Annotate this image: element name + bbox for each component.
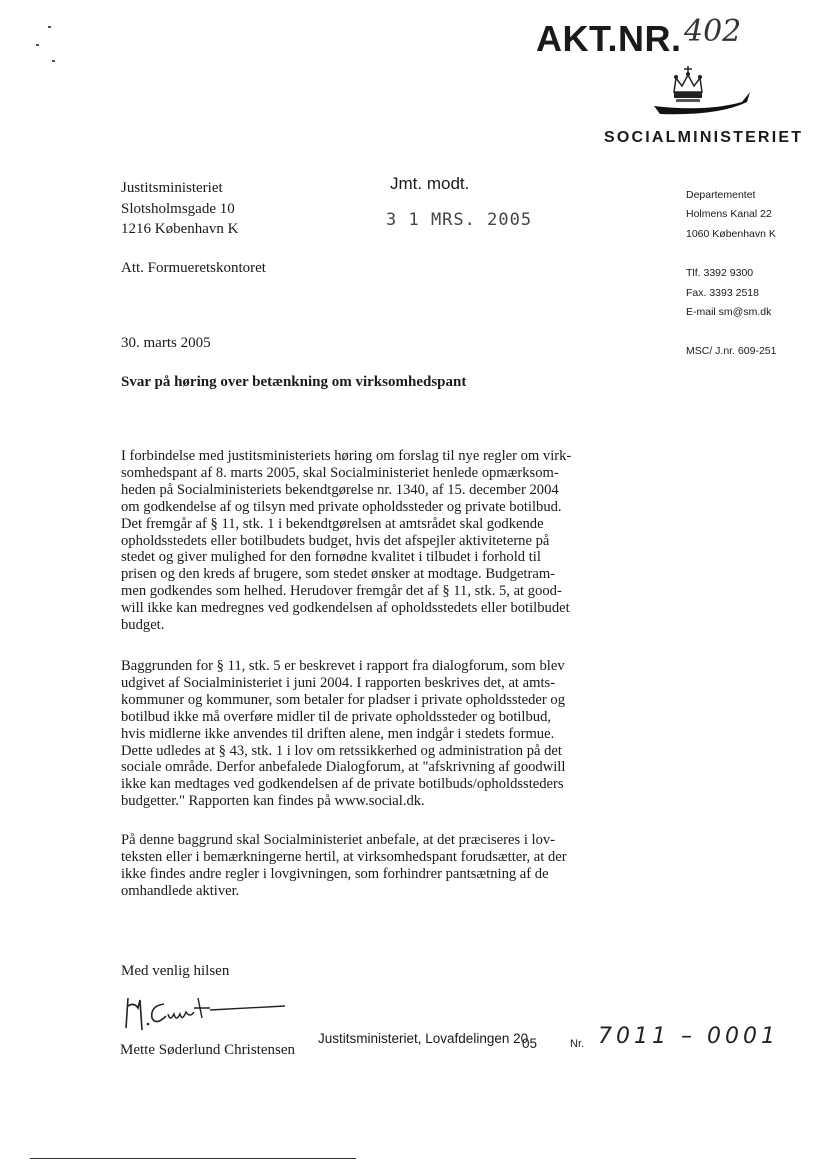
body-line: opholdsstedets eller botilbudets budget, hvis det afspejler aktiviteterne på <box>121 532 550 549</box>
body-paragraph-3 <box>121 832 601 900</box>
akt-number-handwritten: 402 <box>684 14 742 49</box>
bottom-divider <box>30 1158 356 1159</box>
scan-speck <box>36 44 39 46</box>
body-line: budget. <box>121 617 165 634</box>
recipient-attention: Att. Formueretskontoret <box>121 260 266 276</box>
body-line: botilbud ikke må overføre midler til de private opholdssteder og botilbud, <box>121 708 552 725</box>
sender-department: Departementet <box>686 189 756 201</box>
body-line: omhandlede aktiver. <box>121 882 240 899</box>
body-line: teksten eller i bemærkningerne hertil, at virksomhedspant forudsætter, at der <box>121 848 567 865</box>
signer-name: Mette Søderlund Christensen <box>120 1042 295 1058</box>
body-line: sociale område. Derfor anbefalede Dialogforum, at "afskrivning af goodwill <box>121 759 566 776</box>
body-line: ikke findes andre regler i lovgivningen, som forhindrer pantsætning af de <box>121 865 549 882</box>
journal-stamp-nr-label: Nr. <box>570 1038 585 1050</box>
body-line: prisen og den kreds af brugere, som stedet ønsker at modtage. Budgetram- <box>121 566 556 583</box>
body-line: heden på Socialministeriets bekendtgørelse nr. 1340, af 15. december 2004 <box>121 481 559 498</box>
body-paragraph-1 <box>121 448 601 634</box>
body-line: På denne baggrund skal Socialministeriet anbefale, at det præciseres i lov- <box>121 832 556 848</box>
body-line: men godkendes som helhed. Herudover fremgår det af § 11, stk. 5, at good- <box>121 583 562 600</box>
recipient-name: Justitsministeriet <box>121 180 223 196</box>
body-line: Baggrunden for § 11, stk. 5 er beskrevet i rapport fra dialogforum, som blev <box>121 658 565 674</box>
body-line: kommuner og kommuner, som betaler for pladser i private opholdssteder og <box>121 691 566 708</box>
recipient-street: Slotsholmsgade 10 <box>121 201 235 217</box>
sender-street: Holmens Kanal 22 <box>686 208 772 220</box>
sender-phone: Tlf. 3392 9300 <box>686 267 754 279</box>
body-line: stedet og giver mulighed for den fornødne kvalitet i tilbudet i forhold til <box>121 549 541 566</box>
sender-journal-number: MSC/ J.nr. 609-251 <box>686 345 777 357</box>
body-line: somhedspant af 8. marts 2005, skal Socialministeriet henlede opmærksom- <box>121 464 559 481</box>
body-line: om godkendelse af og tilsyn med private opholdssteder og private botilbud. <box>121 498 562 515</box>
ministry-name: SOCIALMINISTERIET <box>604 129 804 146</box>
closing-greeting: Med venlig hilsen <box>121 963 230 979</box>
received-stamp-date: 3 1 MRS. 2005 <box>386 210 533 230</box>
received-stamp-label: Jmt. modt. <box>390 174 470 193</box>
akt-number-label: AKT.NR. <box>536 18 682 59</box>
body-line: hvis midlerne ikke anvendes til driften alene, men indgår i stedets formue. <box>121 725 555 742</box>
sender-city: 1060 København K <box>686 228 776 240</box>
body-line: ikke kan medtages ved godkendelsen af de private botilbuds/opholdssteders <box>121 776 564 793</box>
body-line: Dette udledes at § 43, stk. 1 i lov om retssikkerhed og administration på det <box>121 742 562 759</box>
journal-stamp-year: 05 <box>522 1036 538 1051</box>
body-line: I forbindelse med justitsministeriets høring om forslag til nye regler om virk- <box>121 448 572 464</box>
letter-date: 30. marts 2005 <box>121 335 211 351</box>
body-line: will ikke kan medregnes ved godkendelsen af opholdsstedets eller botilbudet <box>121 600 570 617</box>
journal-stamp-text: Justitsministeriet, Lovafdelingen 20 <box>318 1031 529 1046</box>
letter-subject: Svar på høring over betænkning om virksomhedspant <box>121 374 467 390</box>
crown-logo-icon <box>646 64 758 126</box>
scan-speck <box>48 26 51 28</box>
journal-stamp-number: 7011 – 0001 <box>598 1024 779 1049</box>
body-paragraph-2 <box>121 658 601 810</box>
body-line: budgetter." Rapporten kan findes på www.social.dk. <box>121 793 425 810</box>
scan-speck <box>52 60 55 62</box>
body-line: udgivet af Socialministeriet i juni 2004. I rapporten beskrives det, at amts- <box>121 674 556 691</box>
body-line: Det fremgår af § 11, stk. 1 i bekendtgørelsen at amtsrådet skal godkende <box>121 515 544 532</box>
recipient-city: 1216 København K <box>121 221 239 237</box>
sender-email: E-mail sm@sm.dk <box>686 306 772 318</box>
sender-fax: Fax. 3393 2518 <box>686 287 759 299</box>
handwritten-signature <box>120 988 290 1036</box>
